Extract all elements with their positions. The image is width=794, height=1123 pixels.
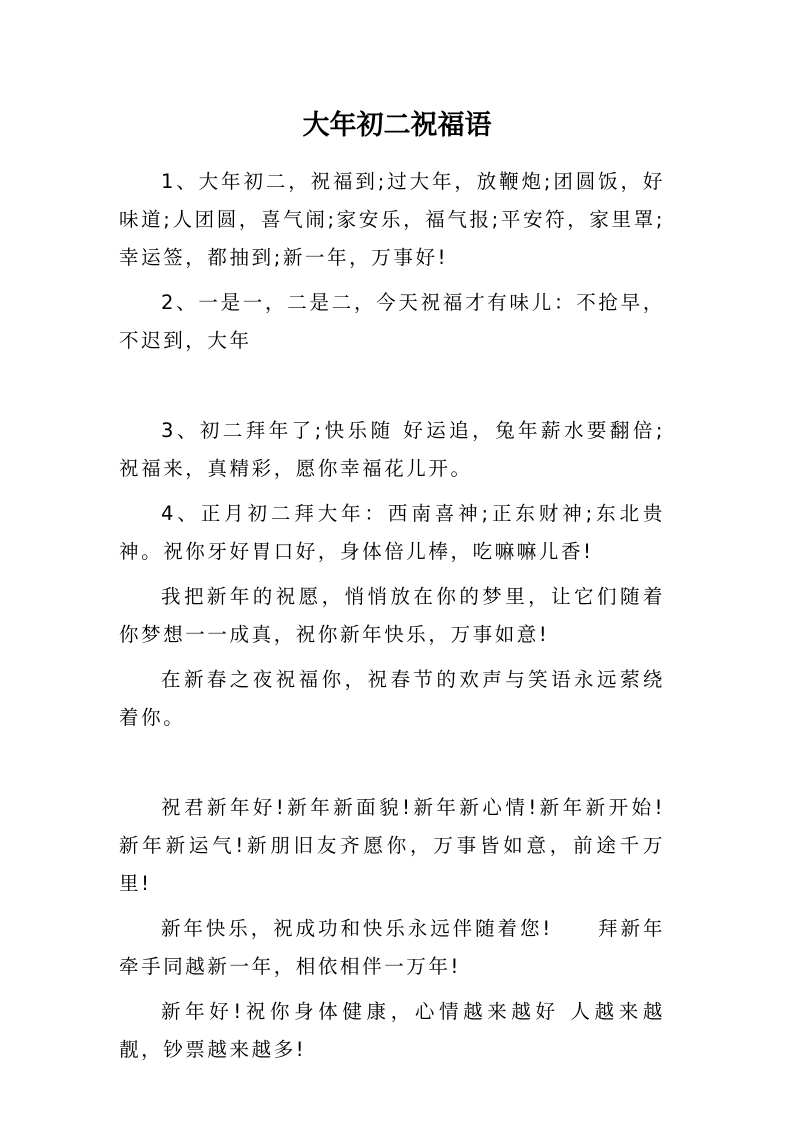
paragraph-6: 在新春之夜祝福你，祝春节的欢声与笑语永远萦绕着你。: [119, 668, 665, 729]
document-body: [119, 163, 665, 1076]
paragraph-3: 3、初二拜年了;快乐随 好运追，兔年薪水要翻倍;祝福来，真精彩，愿你幸福花儿开。: [119, 419, 665, 480]
paragraph-9: 新年好!祝你身体健康，心情越来越好 人越来越靓，钞票越来越多!: [119, 1000, 665, 1061]
paragraph-8: 新年快乐，祝成功和快乐永远伴随着您! 拜新年牵手同越新一年，相依相伴一万年!: [119, 917, 665, 978]
paragraph-4: 4、正月初二拜大年：西南喜神;正东财神;东北贵神。祝你牙好胃口好，身体倍儿棒，吃嘛嘛儿香!: [119, 502, 665, 563]
paragraph-7: 祝君新年好!新年新面貌!新年新心情!新年新开始!新年新运气!新朋旧友齐愿你，万事皆如意，前途千万里!: [119, 796, 665, 895]
blank-line: [119, 744, 665, 789]
blank-line: [119, 367, 665, 412]
paragraph-1: 1、大年初二，祝福到;过大年，放鞭炮;团圆饭，好味道;人团圆，喜气闹;家安乐，福气报;平安符，家里罩;幸运签，都抽到;新一年，万事好!: [119, 170, 665, 269]
paragraph-5: 我把新年的祝愿，悄悄放在你的梦里，让它们随着你梦想一一成真，祝你新年快乐，万事如意!: [119, 585, 665, 646]
paragraph-2: 2、一是一，二是二，今天祝福才有味儿：不抢早，不迟到，大年: [119, 291, 665, 352]
document-title: 大年初二祝福语: [302, 110, 492, 141]
